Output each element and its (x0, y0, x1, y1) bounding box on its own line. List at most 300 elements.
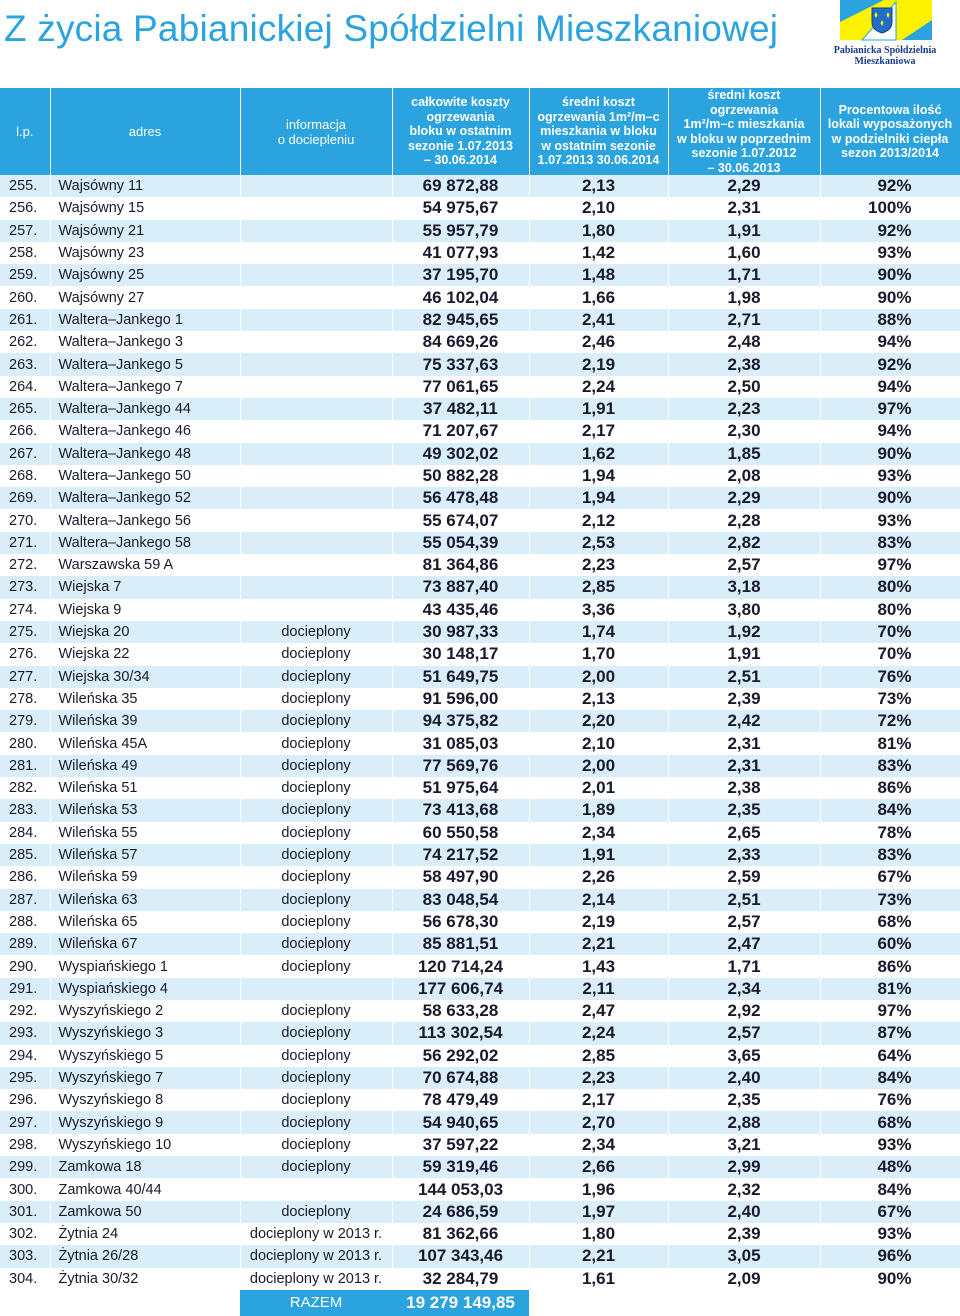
row-insulation-info (240, 978, 392, 1000)
header-total-cost: całkowite koszty ogrzewania bloku w ostatnim sezonie 1.07.2013 – 30.06.2014 (392, 88, 529, 175)
row-meter-percentage: 76% (820, 666, 960, 688)
row-avg-cost-previous: 2,39 (668, 1223, 820, 1245)
table-row (0, 420, 960, 442)
row-lp: 280. (0, 732, 50, 754)
row-avg-cost-previous: 3,21 (668, 1134, 820, 1156)
row-avg-cost: 1,48 (529, 264, 668, 286)
row-insulation-info (240, 1178, 392, 1200)
row-total-cost: 81 362,66 (392, 1223, 529, 1245)
table-row (0, 822, 960, 844)
row-insulation-info: docieplony (240, 955, 392, 977)
row-avg-cost-previous: 3,05 (668, 1245, 820, 1267)
row-address: Zamkowa 18 (50, 1156, 240, 1178)
row-address: Waltera–Jankego 3 (50, 331, 240, 353)
page-title: Z życia Pabianickiej Spółdzielni Mieszkaniowej (4, 8, 779, 49)
row-meter-percentage: 90% (820, 443, 960, 465)
row-total-cost: 54 940,65 (392, 1111, 529, 1133)
row-meter-percentage: 96% (820, 1245, 960, 1267)
row-avg-cost-previous: 2,08 (668, 465, 820, 487)
table-row (0, 1111, 960, 1133)
row-address: Waltera–Jankego 46 (50, 420, 240, 442)
row-total-cost: 70 674,88 (392, 1067, 529, 1089)
row-meter-percentage: 94% (820, 376, 960, 398)
row-address: Wyszyńskiego 10 (50, 1134, 240, 1156)
row-avg-cost-previous: 2,38 (668, 777, 820, 799)
table-row (0, 621, 960, 643)
row-avg-cost-previous: 2,31 (668, 197, 820, 219)
header-avg-cost-previous: średni koszt ogrzewania 1m²/m–c mieszkania w bloku w poprzednim sezonie 1.07.2012 – 30.06.2013 (668, 88, 820, 175)
row-lp: 262. (0, 331, 50, 353)
row-lp: 292. (0, 1000, 50, 1022)
row-meter-percentage: 93% (820, 509, 960, 531)
row-total-cost: 41 077,93 (392, 242, 529, 264)
row-lp: 266. (0, 420, 50, 442)
row-lp: 282. (0, 777, 50, 799)
row-avg-cost-previous: 3,80 (668, 599, 820, 621)
table-row (0, 844, 960, 866)
row-avg-cost: 2,01 (529, 777, 668, 799)
row-total-cost: 59 319,46 (392, 1156, 529, 1178)
row-lp: 302. (0, 1223, 50, 1245)
table-row (0, 911, 960, 933)
row-total-cost: 51 649,75 (392, 666, 529, 688)
row-insulation-info: docieplony (240, 755, 392, 777)
row-insulation-info (240, 532, 392, 554)
row-address: Wileńska 63 (50, 889, 240, 911)
table-row (0, 398, 960, 420)
row-lp: 276. (0, 643, 50, 665)
row-avg-cost-previous: 2,48 (668, 331, 820, 353)
row-address: Waltera–Jankego 58 (50, 532, 240, 554)
row-avg-cost: 1,70 (529, 643, 668, 665)
row-meter-percentage: 70% (820, 643, 960, 665)
row-lp: 268. (0, 465, 50, 487)
row-lp: 263. (0, 353, 50, 375)
row-meter-percentage: 83% (820, 755, 960, 777)
row-insulation-info (240, 220, 392, 242)
row-avg-cost: 2,12 (529, 509, 668, 531)
row-total-cost: 144 053,03 (392, 1178, 529, 1200)
row-lp: 274. (0, 599, 50, 621)
row-address: Wyszyńskiego 9 (50, 1111, 240, 1133)
row-avg-cost: 1,91 (529, 398, 668, 420)
row-avg-cost: 2,24 (529, 1022, 668, 1044)
row-insulation-info: docieplony (240, 732, 392, 754)
row-total-cost: 30 987,33 (392, 621, 529, 643)
row-avg-cost-previous: 1,91 (668, 220, 820, 242)
row-address: Wileńska 49 (50, 755, 240, 777)
row-avg-cost: 2,21 (529, 933, 668, 955)
row-insulation-info: docieplony (240, 1067, 392, 1089)
row-avg-cost-previous: 1,91 (668, 643, 820, 665)
row-address: Wyszyńskiego 8 (50, 1089, 240, 1111)
row-insulation-info: docieplony (240, 1201, 392, 1223)
row-avg-cost: 1,97 (529, 1201, 668, 1223)
row-lp: 294. (0, 1045, 50, 1067)
row-insulation-info: docieplony w 2013 r. (240, 1268, 392, 1290)
row-meter-percentage: 90% (820, 1268, 960, 1290)
row-avg-cost-previous: 1,92 (668, 621, 820, 643)
row-lp: 303. (0, 1245, 50, 1267)
table-row (0, 1178, 960, 1200)
row-insulation-info: docieplony (240, 621, 392, 643)
row-meter-percentage: 67% (820, 866, 960, 888)
row-lp: 289. (0, 933, 50, 955)
row-avg-cost: 2,85 (529, 576, 668, 598)
row-address: Wileńska 53 (50, 799, 240, 821)
row-lp: 283. (0, 799, 50, 821)
row-meter-percentage: 88% (820, 309, 960, 331)
header-avg-cost: średni koszt ogrzewania 1m²/m–c mieszkania w bloku w ostatnim sezonie 1.07.2013 30.06.2014 (529, 88, 668, 175)
row-total-cost: 50 882,28 (392, 465, 529, 487)
row-avg-cost-previous: 2,51 (668, 889, 820, 911)
row-address: Wiejska 7 (50, 576, 240, 598)
row-address: Wyszyńskiego 5 (50, 1045, 240, 1067)
row-insulation-info (240, 465, 392, 487)
row-lp: 275. (0, 621, 50, 643)
row-insulation-info (240, 487, 392, 509)
row-lp: 290. (0, 955, 50, 977)
table-row (0, 1156, 960, 1178)
row-avg-cost-previous: 2,34 (668, 978, 820, 1000)
row-avg-cost: 2,13 (529, 175, 668, 197)
row-total-cost: 56 678,30 (392, 911, 529, 933)
row-meter-percentage: 73% (820, 688, 960, 710)
row-avg-cost-previous: 3,18 (668, 576, 820, 598)
row-avg-cost-previous: 1,98 (668, 286, 820, 308)
table-row (0, 309, 960, 331)
row-address: Warszawska 59 A (50, 554, 240, 576)
row-avg-cost: 1,80 (529, 1223, 668, 1245)
row-total-cost: 78 479,49 (392, 1089, 529, 1111)
table-row (0, 1022, 960, 1044)
table-row (0, 220, 960, 242)
row-avg-cost-previous: 2,99 (668, 1156, 820, 1178)
row-avg-cost: 2,24 (529, 376, 668, 398)
row-lp: 284. (0, 822, 50, 844)
table-row (0, 710, 960, 732)
row-avg-cost-previous: 2,23 (668, 398, 820, 420)
row-avg-cost-previous: 2,29 (668, 175, 820, 197)
row-address: Wyszyńskiego 2 (50, 1000, 240, 1022)
row-avg-cost: 1,89 (529, 799, 668, 821)
table-row (0, 889, 960, 911)
row-total-cost: 69 872,88 (392, 175, 529, 197)
row-lp: 281. (0, 755, 50, 777)
row-address: Wajsówny 11 (50, 175, 240, 197)
row-lp: 288. (0, 911, 50, 933)
row-avg-cost-previous: 1,71 (668, 264, 820, 286)
row-total-cost: 31 085,03 (392, 732, 529, 754)
row-meter-percentage: 87% (820, 1022, 960, 1044)
row-total-cost: 32 284,79 (392, 1268, 529, 1290)
row-avg-cost-previous: 2,57 (668, 1022, 820, 1044)
row-lp: 285. (0, 844, 50, 866)
row-insulation-info (240, 599, 392, 621)
row-avg-cost-previous: 2,39 (668, 688, 820, 710)
row-insulation-info: docieplony (240, 822, 392, 844)
row-avg-cost: 2,70 (529, 1111, 668, 1133)
row-avg-cost-previous: 2,42 (668, 710, 820, 732)
row-meter-percentage: 80% (820, 599, 960, 621)
row-avg-cost: 1,74 (529, 621, 668, 643)
row-lp: 298. (0, 1134, 50, 1156)
row-address: Wileńska 65 (50, 911, 240, 933)
row-address: Wyspiańskiego 1 (50, 955, 240, 977)
row-insulation-info: docieplony w 2013 r. (240, 1223, 392, 1245)
row-address: Waltera–Jankego 48 (50, 443, 240, 465)
row-insulation-info: docieplony (240, 1045, 392, 1067)
row-total-cost: 54 975,67 (392, 197, 529, 219)
table-row (0, 465, 960, 487)
table-row (0, 487, 960, 509)
row-address: Wileńska 51 (50, 777, 240, 799)
row-address: Waltera–Jankego 1 (50, 309, 240, 331)
table-row (0, 197, 960, 219)
row-total-cost: 85 881,51 (392, 933, 529, 955)
row-lp: 270. (0, 509, 50, 531)
row-meter-percentage: 94% (820, 331, 960, 353)
row-insulation-info (240, 554, 392, 576)
row-address: Wileńska 57 (50, 844, 240, 866)
table-row (0, 242, 960, 264)
row-lp: 258. (0, 242, 50, 264)
row-meter-percentage: 93% (820, 242, 960, 264)
page-header (0, 0, 960, 80)
row-avg-cost: 2,21 (529, 1245, 668, 1267)
row-avg-cost: 2,26 (529, 866, 668, 888)
row-lp: 301. (0, 1201, 50, 1223)
row-meter-percentage: 64% (820, 1045, 960, 1067)
header-lp: l.p. (0, 88, 50, 175)
table-total-row (0, 1290, 960, 1316)
row-lp: 277. (0, 666, 50, 688)
row-avg-cost: 3,36 (529, 599, 668, 621)
row-lp: 259. (0, 264, 50, 286)
table-row (0, 1134, 960, 1156)
row-lp: 296. (0, 1089, 50, 1111)
row-meter-percentage: 86% (820, 955, 960, 977)
row-meter-percentage: 97% (820, 398, 960, 420)
row-avg-cost: 1,94 (529, 487, 668, 509)
table-row (0, 978, 960, 1000)
row-avg-cost: 2,19 (529, 911, 668, 933)
row-insulation-info (240, 398, 392, 420)
row-meter-percentage: 60% (820, 933, 960, 955)
row-total-cost: 37 482,11 (392, 398, 529, 420)
table-row (0, 732, 960, 754)
heating-costs-table (0, 88, 960, 1316)
row-lp: 287. (0, 889, 50, 911)
row-address: Wyszyńskiego 7 (50, 1067, 240, 1089)
row-insulation-info: docieplony (240, 866, 392, 888)
table-row (0, 777, 960, 799)
table-row (0, 866, 960, 888)
row-insulation-info: docieplony w 2013 r. (240, 1245, 392, 1267)
row-avg-cost: 1,94 (529, 465, 668, 487)
row-address: Wileńska 45A (50, 732, 240, 754)
row-meter-percentage: 86% (820, 777, 960, 799)
row-total-cost: 107 343,46 (392, 1245, 529, 1267)
row-total-cost: 82 945,65 (392, 309, 529, 331)
row-insulation-info: docieplony (240, 933, 392, 955)
row-lp: 304. (0, 1268, 50, 1290)
row-avg-cost-previous: 2,31 (668, 755, 820, 777)
row-total-cost: 84 669,26 (392, 331, 529, 353)
row-address: Waltera–Jankego 5 (50, 353, 240, 375)
row-avg-cost-previous: 3,65 (668, 1045, 820, 1067)
row-insulation-info (240, 420, 392, 442)
row-insulation-info: docieplony (240, 1022, 392, 1044)
row-meter-percentage: 70% (820, 621, 960, 643)
row-insulation-info (240, 509, 392, 531)
table-row (0, 1000, 960, 1022)
row-insulation-info (240, 443, 392, 465)
row-meter-percentage: 76% (820, 1089, 960, 1111)
row-lp: 273. (0, 576, 50, 598)
row-meter-percentage: 72% (820, 710, 960, 732)
row-insulation-info (240, 353, 392, 375)
row-meter-percentage: 83% (820, 532, 960, 554)
row-insulation-info: docieplony (240, 1089, 392, 1111)
row-address: Wajsówny 23 (50, 242, 240, 264)
row-address: Żytnia 26/28 (50, 1245, 240, 1267)
row-address: Wileńska 67 (50, 933, 240, 955)
row-avg-cost-previous: 2,50 (668, 376, 820, 398)
row-address: Wyszyńskiego 3 (50, 1022, 240, 1044)
header-meter-percentage: Procentowa ilość lokali wyposażonych w podzielniki ciepła sezon 2013/2014 (820, 88, 960, 175)
row-meter-percentage: 97% (820, 554, 960, 576)
row-avg-cost: 2,23 (529, 554, 668, 576)
row-meter-percentage: 100% (820, 197, 960, 219)
row-meter-percentage: 78% (820, 822, 960, 844)
row-avg-cost: 2,10 (529, 732, 668, 754)
row-meter-percentage: 84% (820, 1178, 960, 1200)
row-avg-cost-previous: 2,31 (668, 732, 820, 754)
row-total-cost: 81 364,86 (392, 554, 529, 576)
row-avg-cost-previous: 2,65 (668, 822, 820, 844)
row-insulation-info: docieplony (240, 911, 392, 933)
total-label: RAZEM (240, 1290, 392, 1316)
row-address: Wajsówny 25 (50, 264, 240, 286)
row-meter-percentage: 92% (820, 175, 960, 197)
row-insulation-info (240, 331, 392, 353)
row-avg-cost-previous: 2,29 (668, 487, 820, 509)
row-address: Wiejska 20 (50, 621, 240, 643)
row-lp: 265. (0, 398, 50, 420)
table-row (0, 1089, 960, 1111)
row-address: Waltera–Jankego 44 (50, 398, 240, 420)
row-meter-percentage: 90% (820, 487, 960, 509)
row-lp: 256. (0, 197, 50, 219)
table-header-row (0, 88, 960, 175)
row-avg-cost-previous: 2,59 (668, 866, 820, 888)
table-row (0, 799, 960, 821)
row-insulation-info: docieplony (240, 1134, 392, 1156)
row-avg-cost-previous: 2,38 (668, 353, 820, 375)
table-row (0, 286, 960, 308)
row-avg-cost: 2,11 (529, 978, 668, 1000)
row-avg-cost: 1,42 (529, 242, 668, 264)
row-total-cost: 51 975,64 (392, 777, 529, 799)
row-lp: 299. (0, 1156, 50, 1178)
row-meter-percentage: 93% (820, 1223, 960, 1245)
row-avg-cost-previous: 2,35 (668, 799, 820, 821)
row-lp: 291. (0, 978, 50, 1000)
row-meter-percentage: 73% (820, 889, 960, 911)
row-address: Wileńska 39 (50, 710, 240, 732)
row-avg-cost-previous: 2,40 (668, 1201, 820, 1223)
row-avg-cost: 1,62 (529, 443, 668, 465)
row-meter-percentage: 68% (820, 1111, 960, 1133)
table-row (0, 688, 960, 710)
row-avg-cost: 2,85 (529, 1045, 668, 1067)
row-lp: 297. (0, 1111, 50, 1133)
table-row (0, 933, 960, 955)
row-total-cost: 75 337,63 (392, 353, 529, 375)
table-row (0, 1067, 960, 1089)
row-meter-percentage: 67% (820, 1201, 960, 1223)
row-total-cost: 37 597,22 (392, 1134, 529, 1156)
row-avg-cost: 2,10 (529, 197, 668, 219)
row-lp: 269. (0, 487, 50, 509)
row-address: Zamkowa 40/44 (50, 1178, 240, 1200)
total-value: 19 279 149,85 (392, 1290, 529, 1316)
row-total-cost: 58 497,90 (392, 866, 529, 888)
table-row (0, 264, 960, 286)
row-address: Wileńska 55 (50, 822, 240, 844)
row-avg-cost-previous: 2,51 (668, 666, 820, 688)
header-adres: adres (50, 88, 240, 175)
row-address: Waltera–Jankego 7 (50, 376, 240, 398)
row-address: Żytnia 24 (50, 1223, 240, 1245)
row-avg-cost-previous: 2,40 (668, 1067, 820, 1089)
row-avg-cost-previous: 2,88 (668, 1111, 820, 1133)
row-total-cost: 43 435,46 (392, 599, 529, 621)
row-avg-cost: 2,41 (529, 309, 668, 331)
row-avg-cost-previous: 2,92 (668, 1000, 820, 1022)
row-meter-percentage: 68% (820, 911, 960, 933)
row-meter-percentage: 93% (820, 465, 960, 487)
row-address: Wileńska 35 (50, 688, 240, 710)
row-address: Żytnia 30/32 (50, 1268, 240, 1290)
row-avg-cost: 1,61 (529, 1268, 668, 1290)
row-avg-cost: 2,00 (529, 755, 668, 777)
row-meter-percentage: 81% (820, 978, 960, 1000)
row-avg-cost-previous: 1,85 (668, 443, 820, 465)
row-avg-cost: 2,17 (529, 420, 668, 442)
row-total-cost: 73 413,68 (392, 799, 529, 821)
row-insulation-info (240, 286, 392, 308)
row-total-cost: 56 478,48 (392, 487, 529, 509)
table-row (0, 1268, 960, 1290)
row-address: Waltera–Jankego 56 (50, 509, 240, 531)
row-lp: 295. (0, 1067, 50, 1089)
table-row (0, 331, 960, 353)
row-insulation-info (240, 197, 392, 219)
row-lp: 255. (0, 175, 50, 197)
table-row (0, 576, 960, 598)
row-address: Wyspiańskiego 4 (50, 978, 240, 1000)
row-meter-percentage: 93% (820, 1134, 960, 1156)
row-avg-cost: 2,66 (529, 1156, 668, 1178)
row-total-cost: 37 195,70 (392, 264, 529, 286)
row-address: Wajsówny 21 (50, 220, 240, 242)
row-insulation-info: docieplony (240, 844, 392, 866)
row-avg-cost: 2,47 (529, 1000, 668, 1022)
row-total-cost: 46 102,04 (392, 286, 529, 308)
row-total-cost: 49 302,02 (392, 443, 529, 465)
